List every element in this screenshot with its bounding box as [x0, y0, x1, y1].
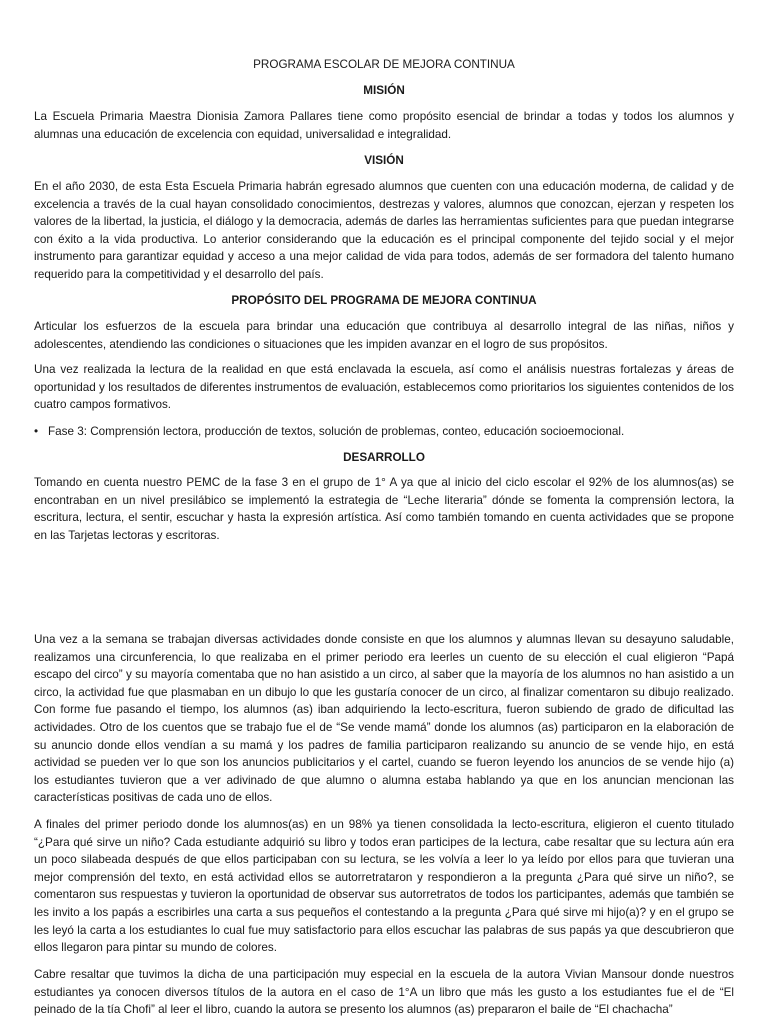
- desarrollo-paragraph-3: A finales del primer periodo donde los alumnos(as) en un 98% ya tienen consolidada la lecto-escritura, eligieron el cuento titulado “¿Para qué sirve un niño? Cada estudiante adquirió su libro y todos eran participes de la lectura, cabe resaltar que su lectura aún era un poco silabeada después de que ellos participaban con su lectura, se les volvía a leer lo ya leído por ellos para que tuvieran una mejor comprensión del texto, en está actividad ellos se autorretrataron y respondieron a la pregunta ¿Para qué sirve un niño?, se comentaron sus respuestas y tuvieron la oportunidad de observar sus autorretratos de todos los participantes, además que también se les invito a los papás a escribirles una carta a sus pequeños el contestando a la pregunta ¿Para qué sirve mi hijo(a)? y en el grupo se les leyó la carta a los estudiantes lo cual fue muy satisfactorio para ellos escuchar las palabras de sus papás ya que descubrieron que ellos llegaron para pintar su mundo de colores.: [34, 818, 734, 955]
- document-page: [34, 0, 734, 1024]
- bullet-marker: •: [34, 425, 39, 438]
- proposito-paragraph-2: Una vez realizada la lectura de la realidad en que está enclavada la escuela, así como el análisis nuestras fortalezas y áreas de oportunidad y los resultados de diferentes instrumentos de evaluación, establecemos como prioritarios los siguientes contenidos de los cuatro campos formativos.: [34, 363, 734, 412]
- list-item-text: Fase 3: Comprensión lectora, producción de textos, solución de problemas, conteo, educación socioemocional.: [48, 425, 625, 438]
- desarrollo-paragraph-4: Cabre resaltar que tuvimos la dicha de una participación muy especial en la escuela de la autora Vivian Mansour donde nuestros estudiantes ya conocen diversos títulos de la autora en el caso de 1°A un libro que más les gusto a los estudiantes fue el de “El peinado de la tía Chofi” al leer el libro, cuando la autora se presento los alumnos (as) prepararon el baile de “El chachacha”: [34, 968, 734, 1017]
- proposito-paragraph-1: Articular los esfuerzos de la escuela para brindar una educación que contribuya al desarrollo integral de las niñas, niños y adolescentes, atendiendo las condiciones o situaciones que les impiden avanzar en el logro de sus propósitos.: [34, 320, 734, 351]
- proposito-heading: PROPÓSITO DEL PROGRAMA DE MEJORA CONTINUA: [231, 294, 537, 307]
- vision-paragraph: En el año 2030, de esta Esta Escuela Primaria habrán egresado alumnos que cuenten con una educación moderna, de calidad y de excelencia a través de la cual hayan consolidado conocimientos, destrezas y valores, alumnos que conozcan, ejerzan y respeten los valores de la libertad, la justicia, el diálogo y la democracia, además de darles las herramientas suficientes para que puedan integrarse con éxito a la vida productiva. Lo anterior considerando que la educación es el principal componente del tejido social y el mejor instrumento para garantizar equidad y acceso a una mejor calidad de vida para todos, además de ser formadora del talento humano requerido para la competitividad y el desarrollo del país.: [34, 180, 734, 281]
- desarrollo-paragraph-2: Una vez a la semana se trabajan diversas actividades donde consiste en que los alumnos y alumnas llevan su desayuno saludable, realizamos una circunferencia, lo que realizaba en el primer periodo era leerles un cuento de su elección el cual eligieron “Papá escapo del circo” y su mayoría comentaba que no han asistido a un circo, al saber que la mayoría de los alumnos no han asistido a un circo, la actividad fue que plasmaban en un dibujo lo que les gustaría conocer de un circo, al finalizar comentaron su dibujo realizado. Con forme fue pasando el tiempo, los alumnos (as) iban adquiriendo la lecto-escritura, fueron subiendo de grado de dificultad las actividades. Otro de los cuentos que se trabajo fue el de “Se vende mamá” donde los alumnos (as) participaron en la elaboración de su anuncio donde ellos vendían a su mamá y los padres de familia participaron realizando su anuncio de se vende hijo, en está actividad se pueden ver lo que son los anuncios publicitarios y el cartel, cuando se fueron leyendo los anuncios de se vende hijo (a) los estudiantes tuvieron que a ver adivinado de que alumno o alumna estaba hablando ya que en los anuncian mencionan las características positivas de cada uno de ellos.: [34, 633, 734, 805]
- desarrollo-heading: DESARROLLO: [343, 451, 425, 464]
- vision-heading: VISIÓN: [364, 154, 404, 167]
- desarrollo-paragraph-1: Tomando en cuenta nuestro PEMC de la fase 3 en el grupo de 1° A ya que al inicio del ciclo escolar el 92% de los alumnos(as) se encontraban en un nivel presilábico se implementó la estrategia de “Leche literaria” dónde se fomenta la comprensión lectora, la escritura, lectura, el sentir, escuchar y hasta la expresión artística. Así como también tomando en cuenta actividades que se propone en las Tarjetas lectoras y escritoras.: [34, 476, 734, 542]
- priority-list: [34, 423, 734, 441]
- list-item: [34, 423, 734, 441]
- document-title: PROGRAMA ESCOLAR DE MEJORA CONTINUA: [253, 58, 515, 71]
- mision-heading: MISIÓN: [363, 84, 405, 97]
- mision-paragraph: La Escuela Primaria Maestra Dionisia Zamora Pallares tiene como propósito esencial de brindar a todas y todos los alumnos y alumnas una educación de excelencia con equidad, universalidad e integralidad.: [34, 110, 734, 141]
